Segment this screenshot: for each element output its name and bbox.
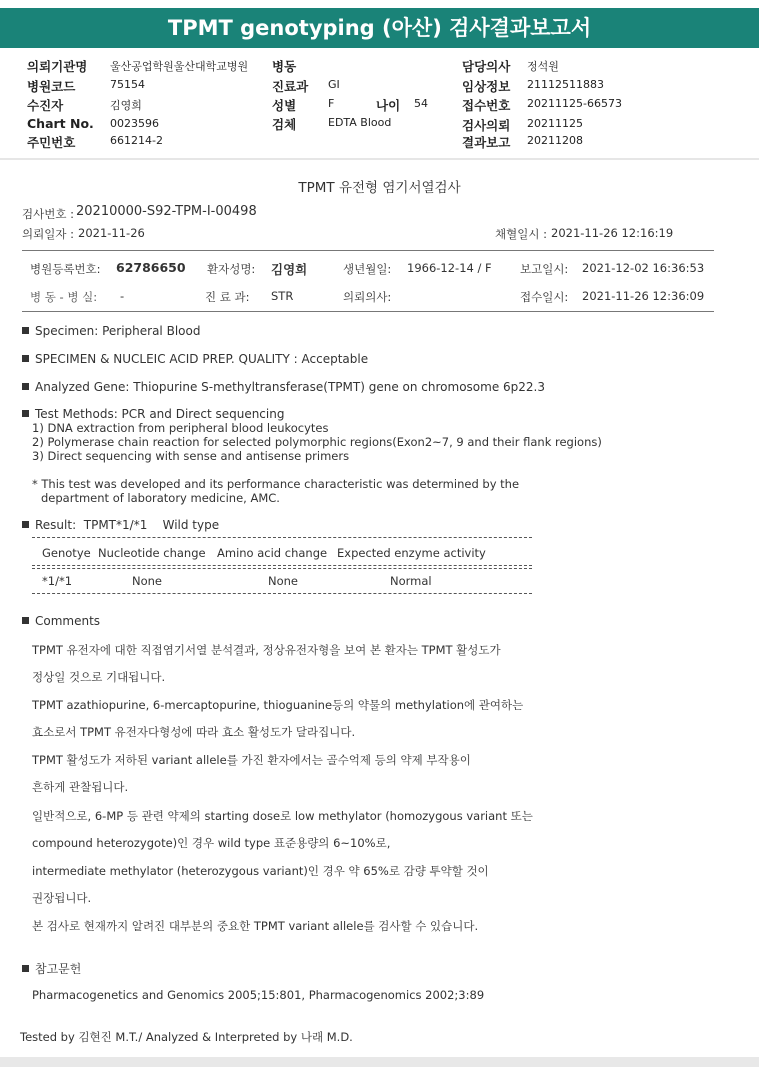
patient-box-bottom	[22, 311, 714, 312]
referring-physician-label: 의뢰의사:	[343, 290, 392, 304]
specimen-value: EDTA Blood	[328, 116, 392, 129]
report-datetime: 2021-12-02 16:36:53	[582, 261, 705, 275]
comment-line-3: TPMT azathiopurine, 6-mercaptopurine, thioguanine등의 약물의 methylation에 관여하는	[32, 698, 524, 712]
references-title: 참고문헌	[22, 960, 81, 977]
test-request-label: 검사의뢰	[462, 118, 511, 133]
comment-line-2: 정상일 것으로 기대됩니다.	[32, 670, 166, 684]
department-label: 진료과	[272, 79, 309, 94]
table-row-enzyme: Normal	[390, 574, 432, 588]
ward-label: 병동	[272, 59, 297, 74]
reg-no-label: 병원등록번호:	[30, 262, 101, 276]
table-header-rule-2	[32, 568, 532, 569]
ward-room-value: -	[120, 289, 125, 303]
table-header-amino-acid: Amino acid change	[217, 546, 328, 560]
ward-room-label: 병 동 - 병 실:	[30, 290, 98, 304]
hospital-code-label: 병원코드	[27, 79, 76, 94]
sex-label: 성별	[272, 98, 297, 113]
quality-line: SPECIMEN & NUCLEIC ACID PREP. QUALITY : Acceptable	[22, 352, 368, 366]
signature-line: Tested by 김현진 M.T./ Analyzed & Interpreted by 나래 M.D.	[20, 1030, 353, 1044]
method-step-3: 3) Direct sequencing with sense and antisense primers	[32, 449, 350, 463]
report-datetime-label: 보고일시:	[520, 262, 569, 276]
patient-name: 김영희	[271, 262, 308, 277]
request-date-label: 의뢰일자 :	[22, 227, 74, 241]
table-header-genotype: Genotye	[42, 546, 91, 560]
methods-title: Test Methods: PCR and Direct sequencing	[22, 407, 284, 421]
chart-no-value: 0023596	[110, 117, 159, 130]
chart-no-label: Chart No.	[27, 116, 94, 131]
comment-line-6: 흔하게 관찰됩니다.	[32, 780, 129, 794]
result-genotype: TPMT*1/*1	[83, 518, 148, 532]
clinical-info-value: 21112511883	[527, 78, 604, 91]
bullet-icon	[22, 521, 29, 528]
physician-label: 담당의사	[462, 59, 511, 74]
header-divider	[0, 158, 759, 160]
comment-line-5: TPMT 활성도가 저하된 variant allele를 가진 환자에서는 골수억제 등의 약제 부작용이	[32, 753, 471, 767]
comments-title: Comments	[22, 614, 100, 628]
table-top-rule	[32, 537, 532, 538]
table-row-nucleotide: None	[132, 574, 163, 588]
receipt-no-value: 20211125-66573	[527, 97, 622, 110]
department-value: GI	[328, 78, 340, 91]
references-text: Pharmacogenetics and Genomics 2005;15:801, Pharmacogenomics 2002;3:89	[32, 988, 485, 1002]
receipt-datetime: 2021-11-26 12:36:09	[582, 289, 705, 303]
comment-line-7: 일반적으로, 6-MP 등 관련 약제의 starting dose로 low methylator (homozygous variant 또는	[32, 809, 533, 823]
comment-line-11: 본 검사로 현재까지 알려진 대부분의 중요한 TPMT variant allele를 검사할 수 있습니다.	[32, 919, 479, 933]
comment-line-1: TPMT 유전자에 대한 직접염기서열 분석결과, 정상유전자형을 보여 본 환자는 TPMT 활성도가	[32, 643, 501, 657]
bullet-icon	[22, 383, 29, 390]
requesting-institution-label: 의뢰기관명	[27, 59, 88, 74]
dept-value: STR	[271, 289, 294, 303]
bullet-icon	[22, 355, 29, 362]
resident-no-label: 주민번호	[27, 135, 76, 150]
dob-label: 생년월일:	[343, 262, 392, 276]
result-report-label: 결과보고	[462, 135, 511, 150]
test-name: TPMT 유전형 염기서열검사	[298, 180, 461, 196]
bullet-icon	[22, 327, 29, 334]
receipt-no-label: 접수번호	[462, 98, 511, 113]
collection-datetime: 2021-11-26 12:16:19	[551, 226, 674, 240]
request-date: 2021-11-26	[78, 226, 145, 240]
result-line: Result: TPMT*1/*1 Wild type	[22, 518, 219, 532]
bullet-icon	[22, 965, 29, 972]
physician-value: 정석원	[527, 60, 559, 73]
result-report-value: 20211208	[527, 134, 583, 147]
collection-label: 채혈일시 :	[495, 227, 547, 241]
age-label: 나이	[376, 98, 401, 113]
clinical-info-label: 임상정보	[462, 79, 511, 94]
patient-value: 김영희	[110, 99, 142, 112]
patient-name-label: 환자성명:	[207, 262, 256, 276]
report-title: TPMT genotyping (아산) 검사결과보고서	[0, 8, 759, 48]
comment-line-10: 권장됩니다.	[32, 891, 92, 905]
receipt-datetime-label: 접수일시:	[520, 290, 569, 304]
method-step-1: 1) DNA extraction from peripheral blood leukocytes	[32, 421, 329, 435]
test-number: 20210000-S92-TPM-I-00498	[76, 204, 257, 219]
bullet-icon	[22, 410, 29, 417]
gene-line: Analyzed Gene: Thiopurine S-methyltransferase(TPMT) gene on chromosome 6p22.3	[22, 380, 545, 394]
hospital-code-value: 75154	[110, 78, 145, 91]
comment-line-9: intermediate methylator (heterozygous variant)인 경우 약 65%로 감량 투약할 것이	[32, 864, 489, 878]
dept-label: 진 료 과:	[205, 290, 250, 304]
age-value: 54	[414, 97, 428, 110]
sex-value: F	[328, 97, 335, 110]
table-header-enzyme: Expected enzyme activity	[337, 546, 486, 560]
result-type: Wild type	[162, 518, 220, 532]
bullet-icon	[22, 617, 29, 624]
reg-no: 62786650	[116, 260, 186, 275]
patient-box-top	[22, 250, 714, 251]
table-row-amino-acid: None	[268, 574, 299, 588]
patient-label: 수진자	[27, 98, 64, 113]
comment-line-4: 효소로서 TPMT 유전자다형성에 따라 효소 활성도가 달라집니다.	[32, 725, 356, 739]
test-request-value: 20211125	[527, 117, 583, 130]
table-bottom-rule	[32, 593, 532, 594]
table-header-rule	[32, 565, 532, 566]
comment-line-8: compound heterozygote)인 경우 wild type 표준용량의 6~10%로,	[32, 836, 391, 850]
dob-value: 1966-12-14 / F	[407, 261, 492, 275]
resident-no-value: 661214-2	[110, 134, 163, 147]
specimen-label: 검체	[272, 117, 297, 132]
page-footer-band	[0, 1057, 759, 1067]
specimen-line: Specimen: Peripheral Blood	[22, 324, 200, 338]
table-header-nucleotide: Nucleotide change	[98, 546, 206, 560]
requesting-institution-value: 울산공업학원울산대학교병원	[110, 60, 249, 73]
method-step-2: 2) Polymerase chain reaction for selected polymorphic regions(Exon2~7, 9 and their flank regions)	[32, 435, 602, 449]
disclaimer-line-2: department of laboratory medicine, AMC.	[41, 491, 280, 505]
table-row-genotype: *1/*1	[42, 574, 73, 588]
test-number-label: 검사번호 :	[22, 207, 74, 221]
disclaimer-line-1: * This test was developed and its performance characteristic was determined by the	[32, 477, 520, 491]
